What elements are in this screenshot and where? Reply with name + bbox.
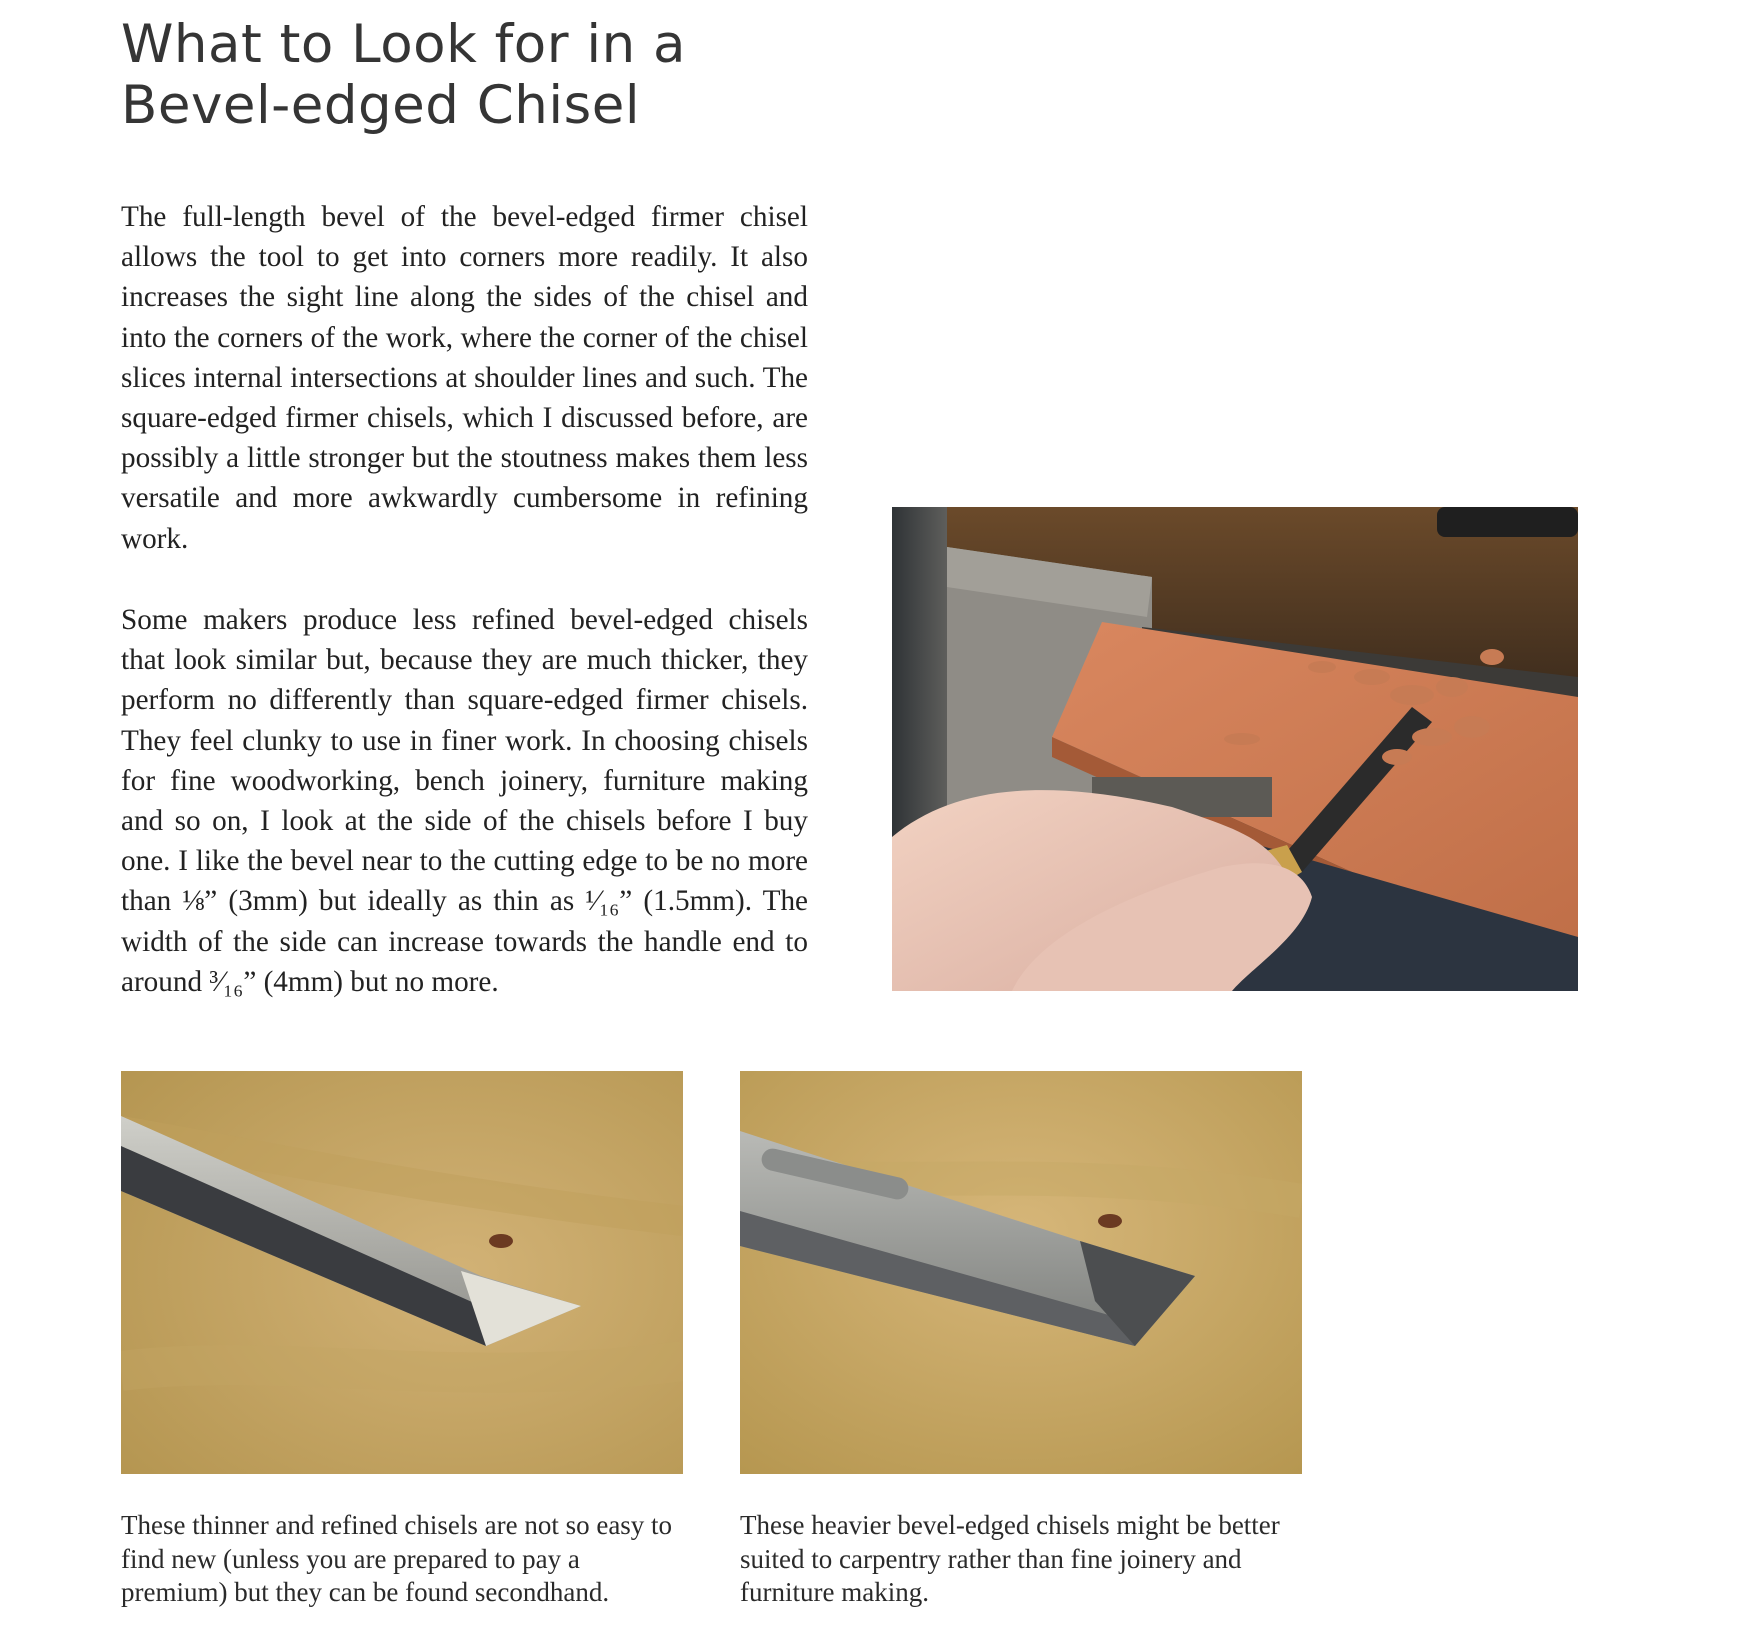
chisel-paring-photo — [892, 507, 1578, 991]
page-title: What to Look for in a Bevel-edged Chisel — [121, 14, 687, 136]
body-paragraph-1: The full-length bevel of the bevel-edged firmer chisel allows the tool to get into corners more readily. It also increases the sight line along the sides of the chisel and into the corners of the work, where the corner of the chisel slices internal intersections at shoulder lines and such. The square-edged firmer chisels, which I discussed before, are possibly a little stronger but the stoutness makes them less versatile and more awkwardly cumbersome in refining work. — [121, 201, 808, 555]
thin-chisel-photo — [121, 1071, 683, 1474]
heavy-chisel-caption: These heavier bevel-edged chisels might be better suited to carpentry rather than fine joinery and furniture making. — [740, 1510, 1280, 1607]
heavy-chisel-photo — [740, 1071, 1302, 1474]
thin-chisel-caption: These thinner and refined chisels are not so easy to find new (unless you are prepared to pay a premium) but they can be found secondhand. — [121, 1510, 673, 1607]
body-paragraph-2: Some makers produce less refined bevel-edged chisels that look similar but, because they are much thicker, they perform no differently than square-edged firmer chisels. They feel clunky to use in finer work. In choosing chisels for fine woodworking, bench joinery, furniture making and so on, I look at the side of the chisels before I buy one. I like the bevel near to the cutting edge to be no more than ⅛” (3mm) but ideally as thin as ¹⁄₁₆” (1.5mm). The width of the side can increase towards the handle end to around ³⁄₁₆” (4mm) but no more. — [121, 604, 808, 998]
